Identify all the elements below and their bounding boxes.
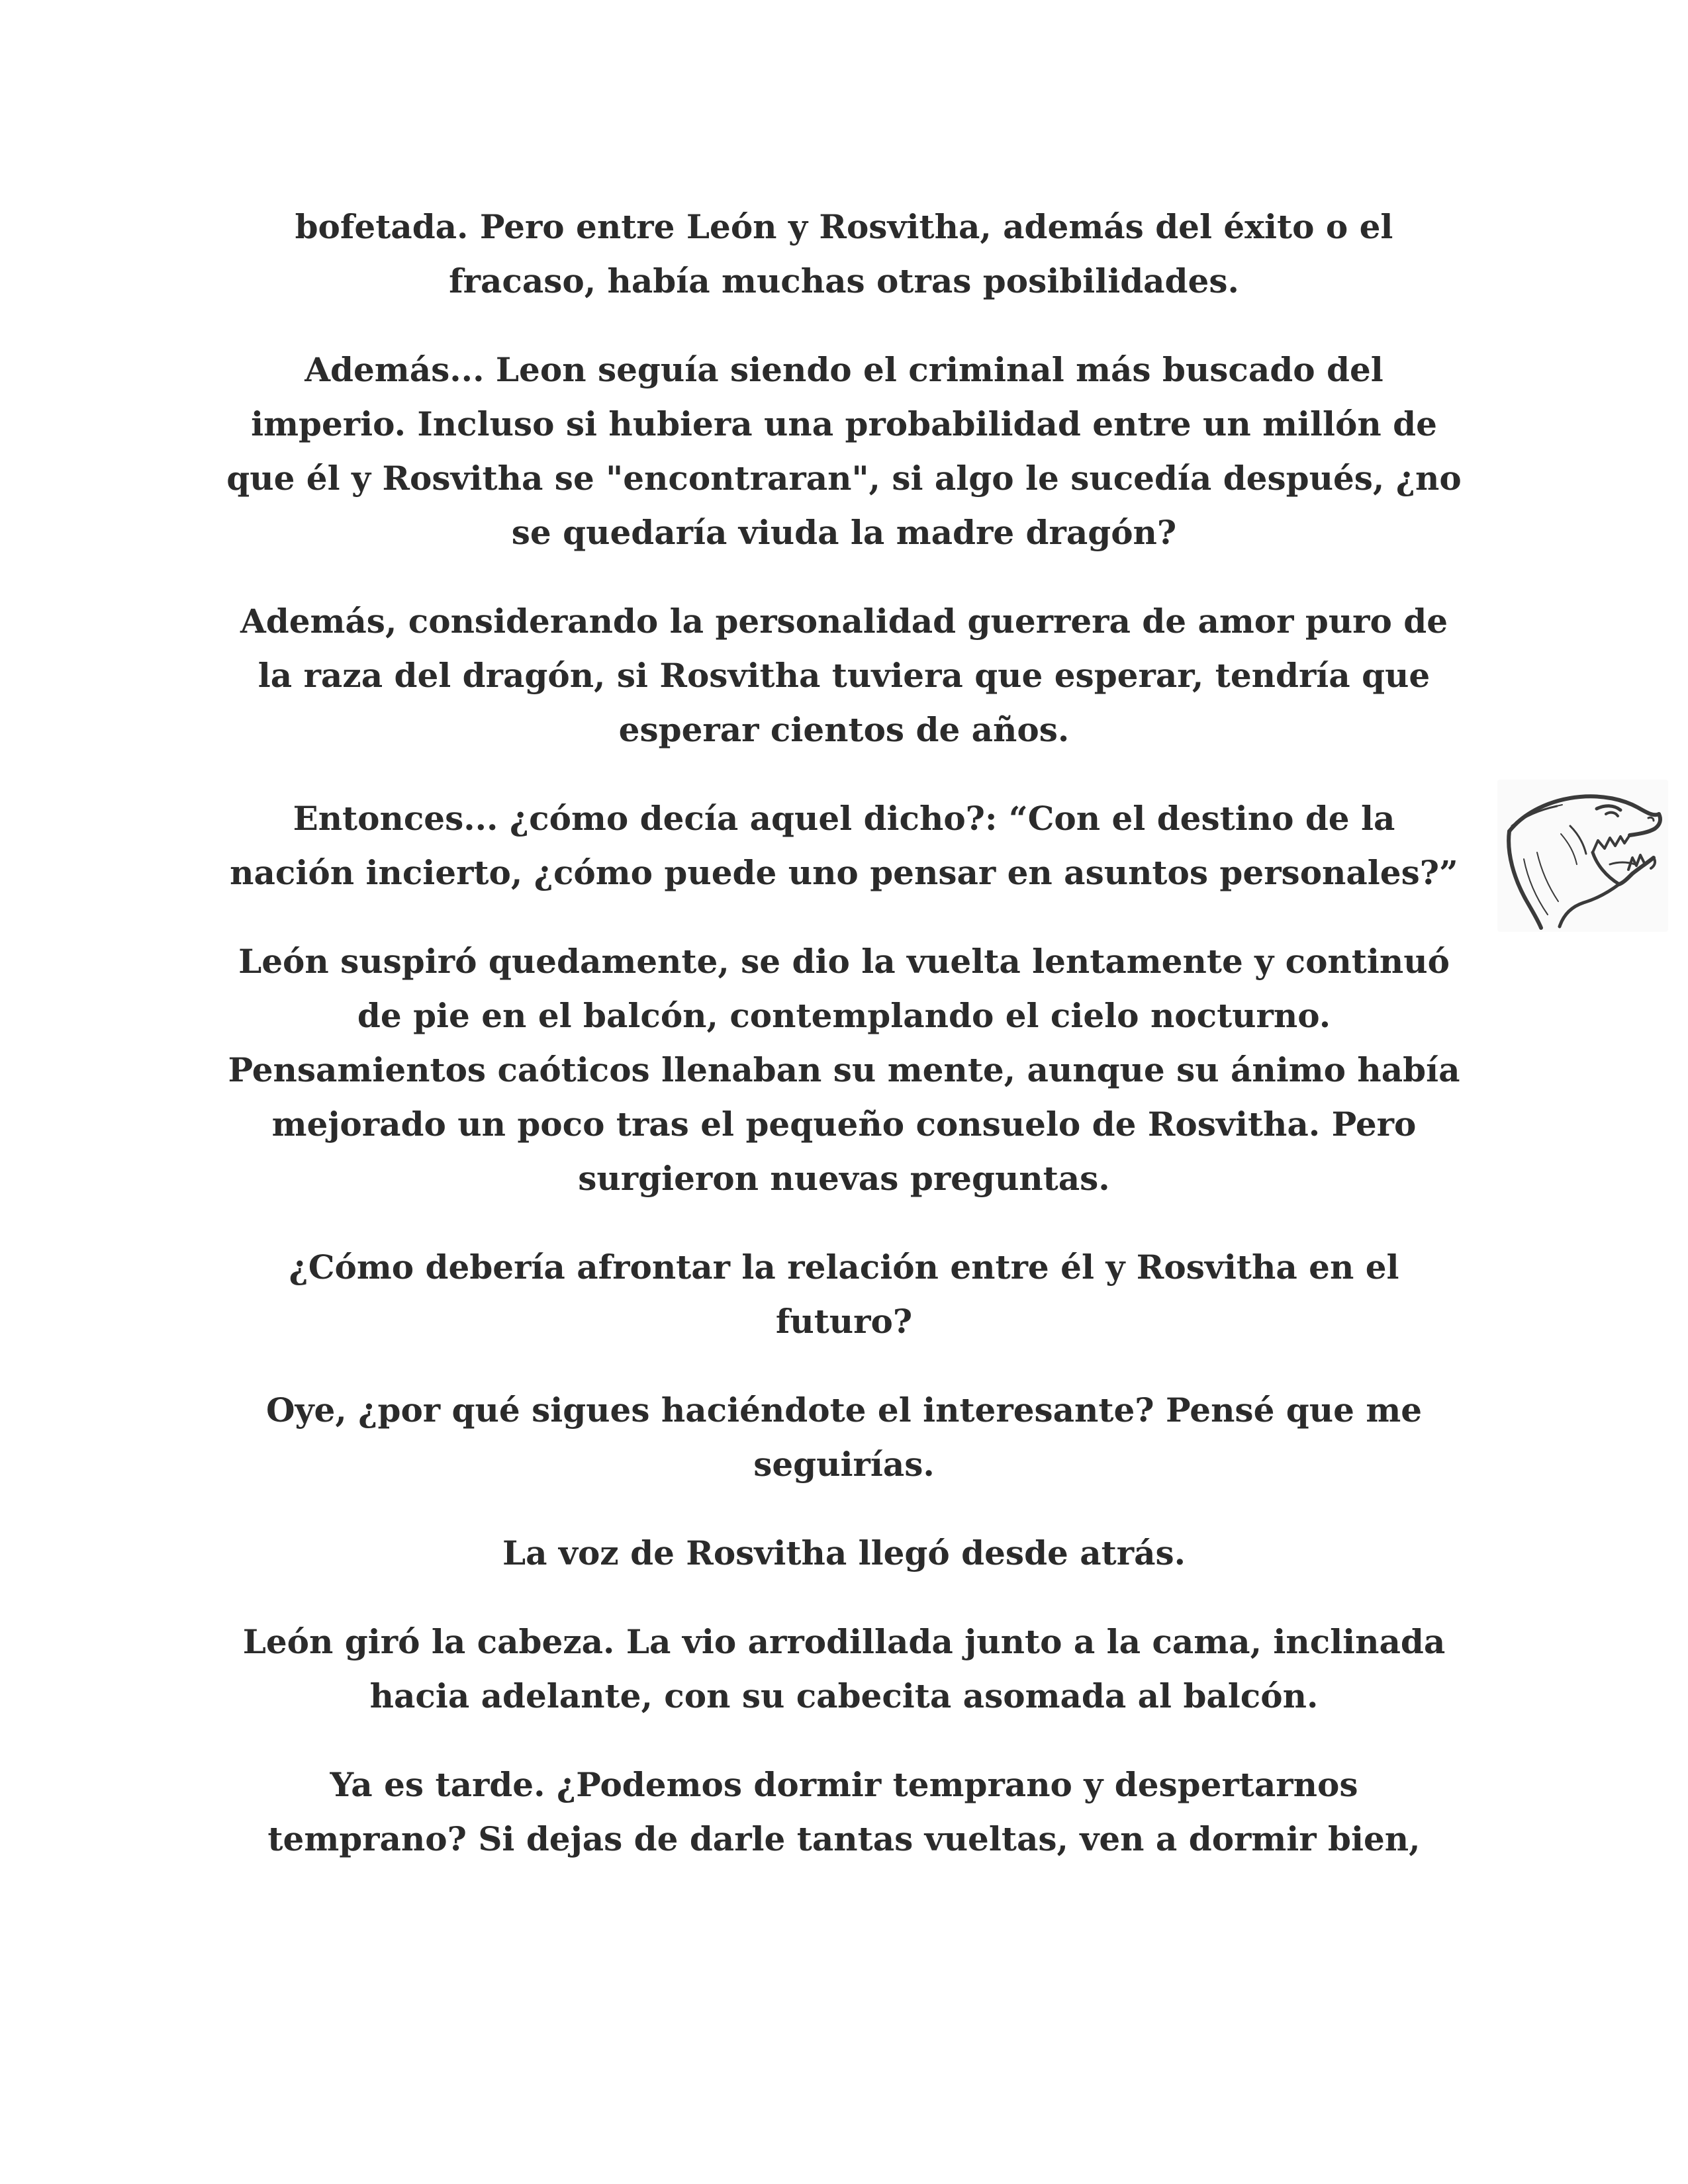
paragraph-3: Además, considerando la personalidad guerrera de amor puro de la raza del dragón, si Rosvitha tuviera que esperar, tendría que esperar cientos de años. bbox=[240, 602, 1448, 749]
paragraph-7: Oye, ¿por qué sigues haciéndote el interesante? Pensé que me seguirías. bbox=[265, 1390, 1423, 1484]
paragraph-8: La voz de Rosvitha llegó desde atrás. bbox=[502, 1533, 1186, 1572]
paragraph-4: Entonces... ¿cómo decía aquel dicho?: “Con el destino de la nación incierto, ¿cómo puede uno pensar en asuntos personales?” bbox=[230, 799, 1458, 892]
paragraph-1: bofetada. Pero entre León y Rosvitha, además del éxito o el fracaso, había muchas otras posibilidades. bbox=[295, 207, 1393, 300]
paragraph-10: Ya es tarde. ¿Podemos dormir temprano y despertarnos temprano? Si dejas de darle tantas vueltas, ven a dormir bien, bbox=[267, 1765, 1421, 1858]
dinosaur-head-sketch-icon bbox=[1497, 780, 1668, 932]
paragraph-6: ¿Cómo debería afrontar la relación entre él y Rosvitha en el futuro? bbox=[289, 1248, 1399, 1341]
paragraph-9: León giró la cabeza. La vio arrodillada junto a la cama, inclinada hacia adelante, con su cabecita asomada al balcón. bbox=[242, 1622, 1446, 1715]
paragraph-5: León suspiró quedamente, se dio la vuelta lentamente y continuó de pie en el balcón, contemplando el cielo nocturno. Pensamientos caóticos llenaban su mente, aunque su ánimo había mejorado un poco tras el pequeño consuelo de Rosvitha. Pero surgieron nuevas preguntas. bbox=[228, 942, 1460, 1198]
document-body bbox=[225, 200, 1463, 1866]
paragraph-2: Además... Leon seguía siendo el criminal más buscado del imperio. Incluso si hubiera una probabilidad entre un millón de que él y Rosvitha se "encontraran", si algo le sucedía después, ¿no se quedaría viuda la madre dragón? bbox=[226, 350, 1462, 552]
